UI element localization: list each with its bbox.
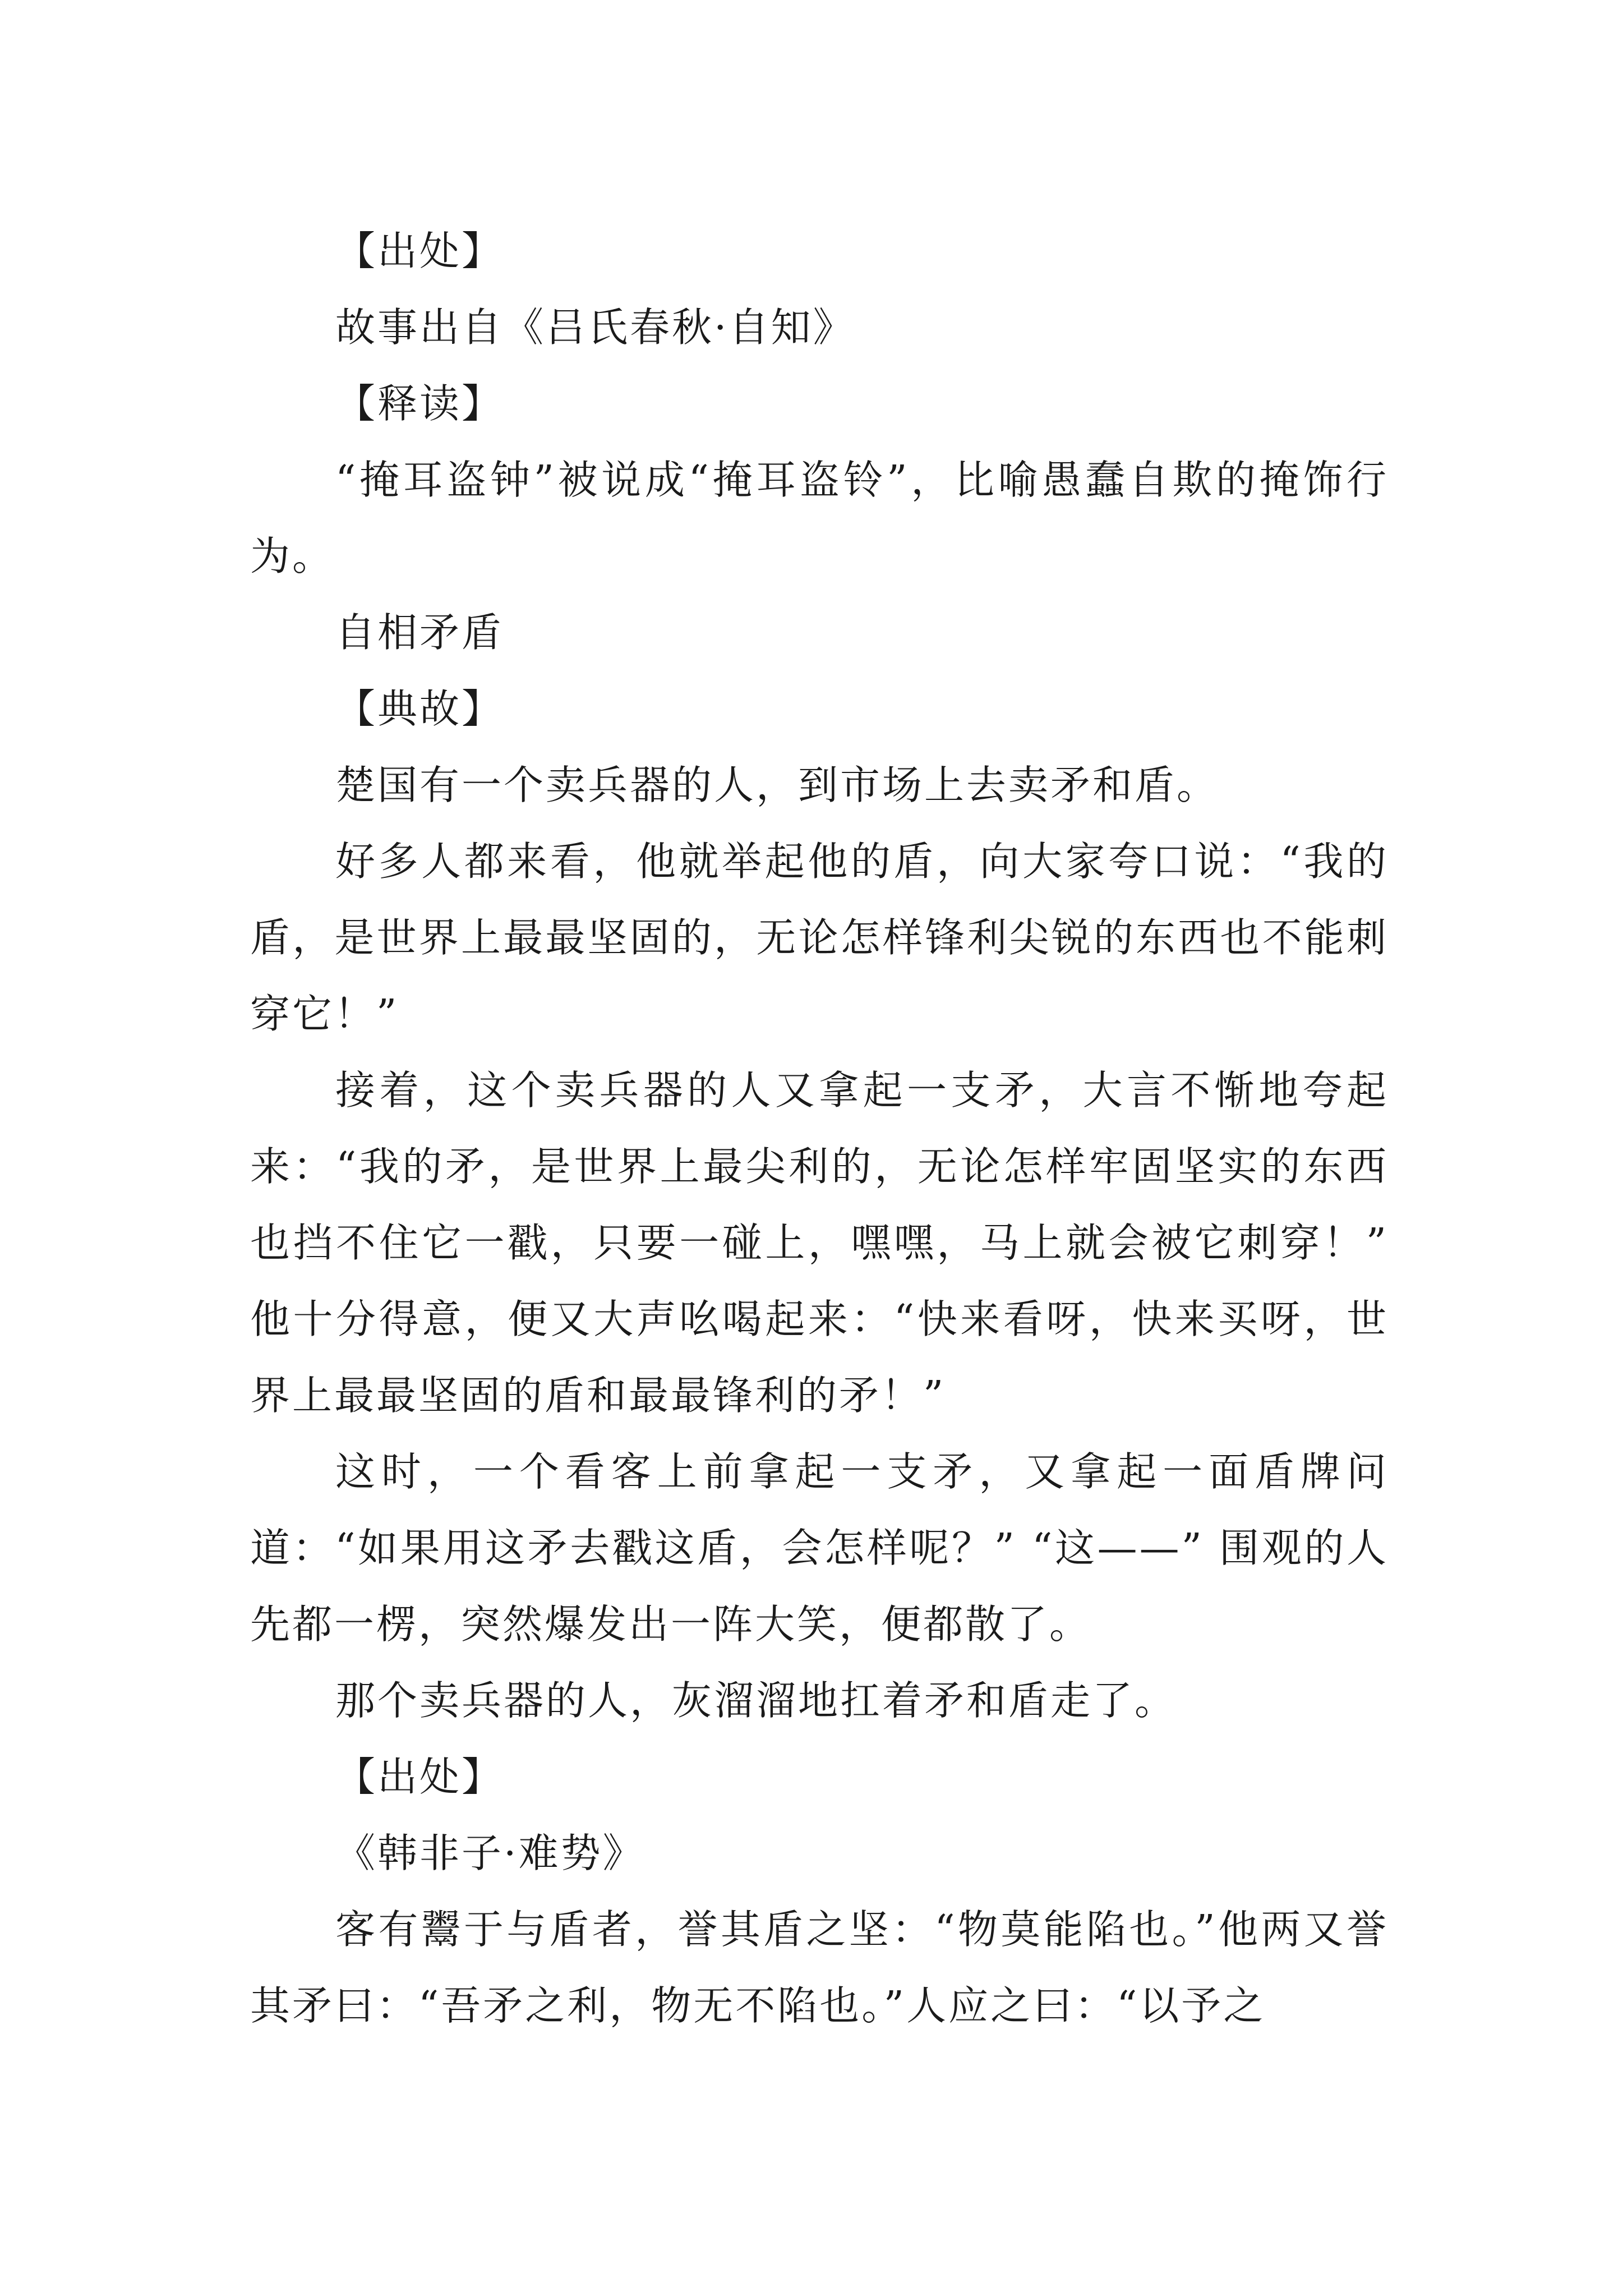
heading-interpretation: 【释读】 <box>335 380 504 427</box>
classical-text: 客有鬻于与盾者，誉其盾之坚：“物莫能陷也。”他两又誉其矛曰：“吾矛之利，物无不陷也。”人应之曰：“以予之 <box>250 1906 1389 2029</box>
source-line-2: 《韩非子·难势》 <box>335 1830 645 1876</box>
story-paragraph-5: 那个卖兵器的人，灰溜溜地扛着矛和盾走了。 <box>335 1677 1177 1724</box>
idiom-title: 自相矛盾 <box>335 609 504 656</box>
heading-source-1: 【出处】 <box>335 228 504 274</box>
interpretation-text: “掩耳盗钟”被说成“掩耳盗铃”，比喻愚蠢自欺的掩饰行为。 <box>250 457 1389 579</box>
story-paragraph-4: 这时，一个看客上前拿起一支矛，又拿起一面盾牌问道：“如果用这矛去戳这盾，会怎样呢？” “这——” 围观的人先都一楞，突然爆发出一阵大笑，便都散了。 <box>250 1448 1389 1648</box>
story-paragraph-2: 好多人都来看，他就举起他的盾，向大家夸口说：“我的盾，是世界上最最坚固的，无论怎样锋利尖锐的东西也不能刺穿它！” <box>250 838 1389 1037</box>
source-line-1: 故事出自《吕氏春秋·自知》 <box>335 304 855 351</box>
heading-allusion: 【典故】 <box>335 685 504 732</box>
story-paragraph-1: 楚国有一个卖兵器的人，到市场上去卖矛和盾。 <box>335 762 1219 808</box>
document-body <box>250 213 1389 2044</box>
story-paragraph-3: 接着，这个卖兵器的人又拿起一支矛，大言不惭地夸起来：“我的矛，是世界上最尖利的，无论怎样牢固坚实的东西也挡不住它一戳，只要一碰上，嘿嘿，马上就会被它刺穿！” 他十分得意，便又大声吆喝起来：“快来看呀，快来买呀，世界上最最坚固的盾和最最锋利的矛！” <box>250 1067 1389 1419</box>
heading-source-2: 【出处】 <box>335 1754 504 1800</box>
